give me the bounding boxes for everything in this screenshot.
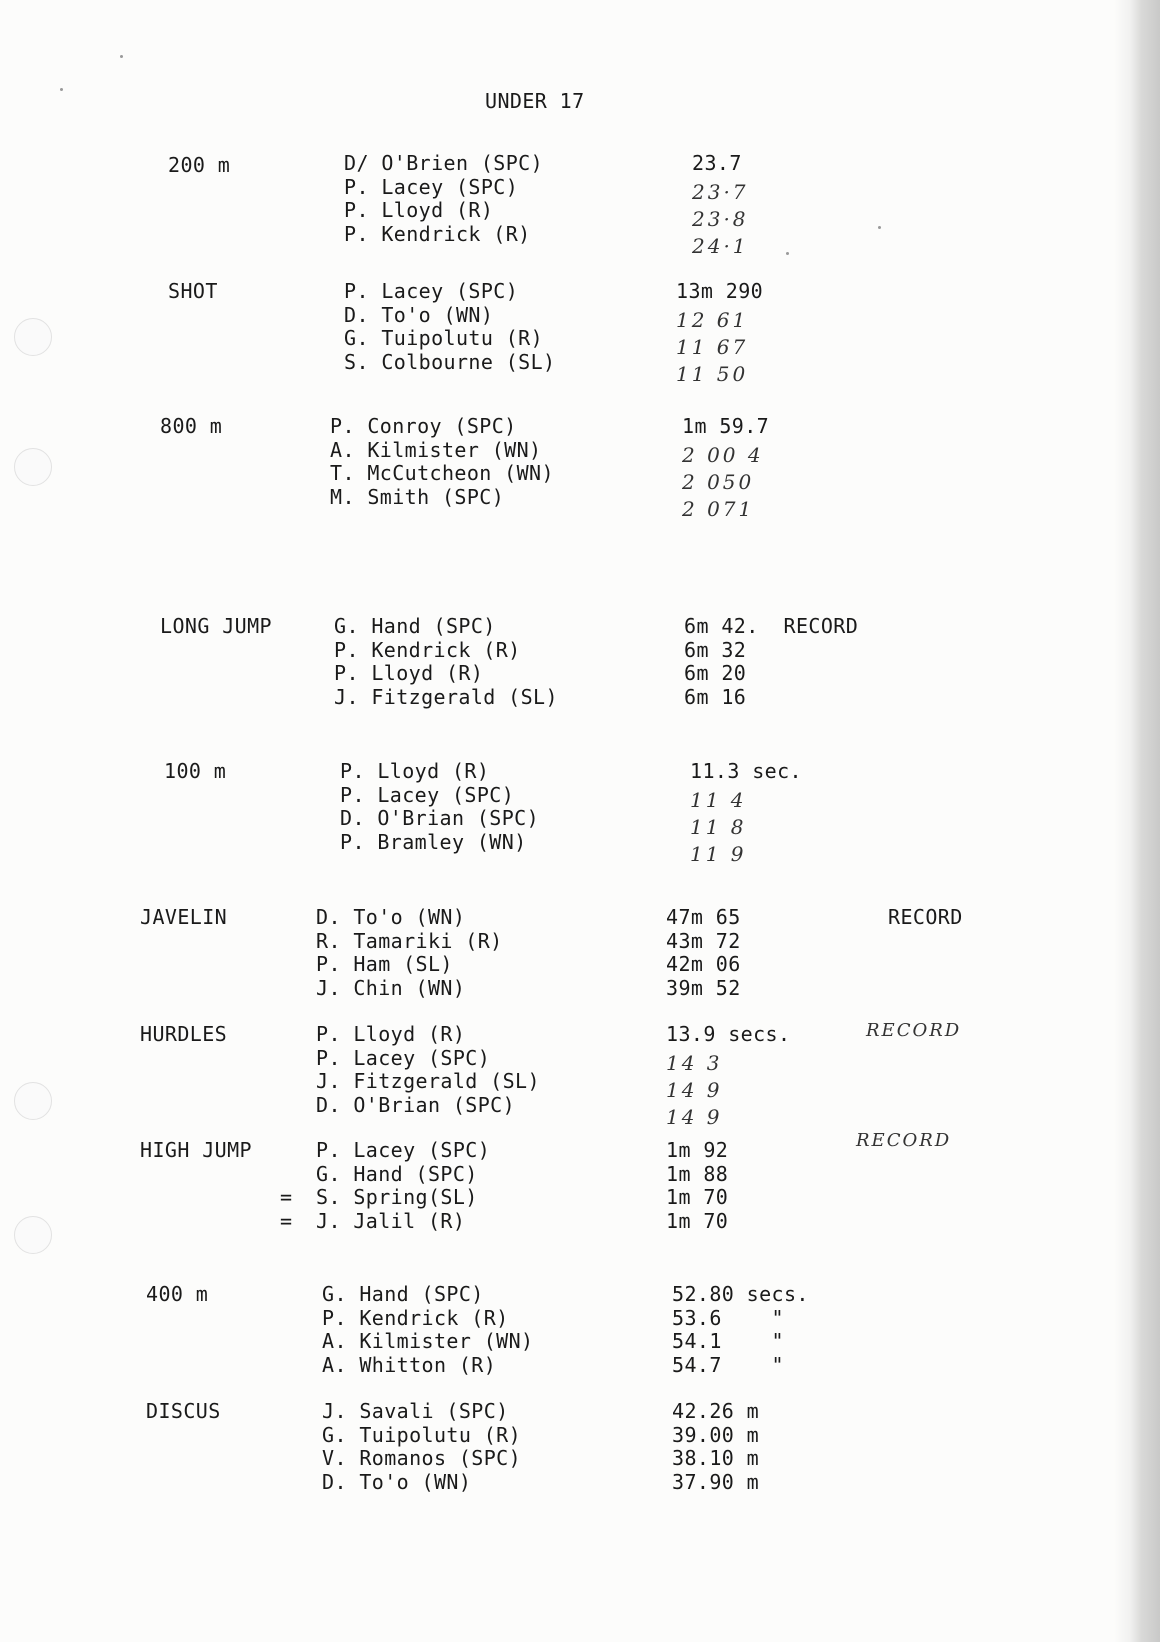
result-value: 47m 65 <box>666 905 741 929</box>
result-value: 6m 16 <box>684 684 747 709</box>
result-value: 6m 42. RECORD <box>684 614 859 638</box>
result-value: 13m 290 <box>676 279 764 303</box>
handwritten-result: 23·7 <box>692 180 749 204</box>
athlete-name: P. Lacey (SPC) <box>316 1138 491 1162</box>
result-value: 39.00 m <box>672 1422 760 1447</box>
result-value: 13.9 secs. <box>666 1022 791 1046</box>
athlete-name: P. Lloyd (R) <box>340 759 490 783</box>
handwritten-result: 11 4 <box>690 788 747 812</box>
athlete-name: J. Chin (WN) <box>316 975 466 1000</box>
record-note: RECORD <box>856 1130 952 1151</box>
handwritten-result: 11 50 <box>676 362 749 386</box>
athlete-name: D. To'o (WN) <box>316 905 466 929</box>
athlete-name: J. Fitzgerald (SL) <box>316 1069 540 1093</box>
athlete-name: D. To'o (WN) <box>322 1469 472 1494</box>
athlete-name: P. Lacey (SPC) <box>340 782 515 807</box>
handwritten-result: 14 3 <box>666 1051 723 1075</box>
page-title: UNDER 17 <box>485 89 585 113</box>
athlete-name: S. Spring(SL) <box>316 1185 478 1209</box>
result-value: 1m 88 <box>666 1161 729 1186</box>
handwritten-result: 11 67 <box>676 335 749 359</box>
athlete-name: R. Tamariki (R) <box>316 928 503 953</box>
event-name: JAVELIN <box>140 905 228 929</box>
handwritten-result: 11 9 <box>690 842 747 866</box>
result-value: 54.7 " <box>672 1352 784 1377</box>
athlete-name: G. Tuipolutu (R) <box>322 1422 522 1447</box>
athlete-name: G. Hand (SPC) <box>334 614 496 638</box>
tie-marker: = <box>280 1208 293 1233</box>
result-value: 1m 70 <box>666 1185 729 1209</box>
record-note: RECORD <box>866 1020 962 1041</box>
handwritten-result: 2 00 4 <box>682 443 764 467</box>
athlete-name: D. To'o (WN) <box>344 302 494 327</box>
event-name: DISCUS <box>146 1399 221 1423</box>
athlete-name: P. Kendrick (R) <box>334 637 521 662</box>
result-value: 42.26 m <box>672 1399 760 1423</box>
athlete-name: P. Conroy (SPC) <box>330 414 517 438</box>
result-value: 53.6 " <box>672 1305 784 1330</box>
result-value: 6m 32 <box>684 637 747 662</box>
handwritten-result: 2 050 <box>682 470 755 494</box>
athlete-name: D. O'Brian (SPC) <box>316 1092 516 1117</box>
event-name: SHOT <box>168 279 218 303</box>
athlete-name: P. Lacey (SPC) <box>344 174 519 199</box>
tie-marker: = <box>280 1185 293 1209</box>
athlete-name: P. Lacey (SPC) <box>316 1045 491 1070</box>
result-value: 11.3 sec. <box>690 759 802 783</box>
event-name: 100 m <box>164 759 227 783</box>
athlete-name: P. Lloyd (R) <box>334 661 484 685</box>
athlete-name: S. Colbourne (SL) <box>344 349 556 374</box>
event-name: HIGH JUMP <box>140 1138 252 1162</box>
athlete-name: G. Hand (SPC) <box>316 1161 478 1186</box>
scan-speck <box>120 55 123 58</box>
result-value: 37.90 m <box>672 1469 760 1494</box>
athlete-name: J. Fitzgerald (SL) <box>334 684 558 709</box>
result-value: 23.7 <box>692 151 742 175</box>
athlete-name: A. Kilmister (WN) <box>322 1329 534 1353</box>
punch-hole <box>14 1216 52 1254</box>
result-value: 6m 20 <box>684 661 747 685</box>
athlete-name: G. Hand (SPC) <box>322 1282 484 1306</box>
result-value: 1m 59.7 <box>682 414 770 438</box>
result-value: 43m 72 <box>666 928 741 953</box>
record-note: RECORD <box>888 905 963 929</box>
handwritten-result: 23·8 <box>692 207 749 231</box>
scan-speck <box>878 226 881 229</box>
result-value: 42m 06 <box>666 952 741 976</box>
athlete-name: G. Tuipolutu (R) <box>344 326 544 350</box>
result-value: 1m 70 <box>666 1208 729 1233</box>
handwritten-result: 14 9 <box>666 1078 723 1102</box>
handwritten-result: 14 9 <box>666 1105 723 1129</box>
page-edge-shadow <box>1114 0 1160 1642</box>
punch-hole <box>14 318 52 356</box>
result-value: 39m 52 <box>666 975 741 1000</box>
athlete-name: P. Lloyd (R) <box>344 198 494 222</box>
athlete-name: P. Bramley (WN) <box>340 829 527 854</box>
punch-hole <box>14 1082 52 1120</box>
scan-speck <box>60 88 63 91</box>
result-value: 52.80 secs. <box>672 1282 809 1306</box>
event-name: 800 m <box>160 414 223 438</box>
result-value: 54.1 " <box>672 1329 784 1353</box>
handwritten-result: 24·1 <box>692 234 749 258</box>
athlete-name: P. Kendrick (R) <box>322 1305 509 1330</box>
athlete-name: A. Kilmister (WN) <box>330 437 542 462</box>
event-name: 400 m <box>146 1282 209 1306</box>
event-name: 200 m <box>168 153 231 177</box>
athlete-name: P. Ham (SL) <box>316 952 453 976</box>
athlete-name: D/ O'Brien (SPC) <box>344 151 544 175</box>
handwritten-result: 2 071 <box>682 497 755 521</box>
result-value: 38.10 m <box>672 1446 760 1470</box>
athlete-name: M. Smith (SPC) <box>330 484 505 509</box>
athlete-name: P. Kendrick (R) <box>344 221 531 246</box>
event-name: HURDLES <box>140 1022 228 1046</box>
athlete-name: J. Savali (SPC) <box>322 1399 509 1423</box>
handwritten-result: 11 8 <box>690 815 747 839</box>
handwritten-result: 12 61 <box>676 308 749 332</box>
athlete-name: P. Lloyd (R) <box>316 1022 466 1046</box>
scan-speck <box>786 252 789 255</box>
punch-hole <box>14 448 52 486</box>
athlete-name: P. Lacey (SPC) <box>344 279 519 303</box>
event-name: LONG JUMP <box>160 614 272 638</box>
athlete-name: J. Jalil (R) <box>316 1208 466 1233</box>
athlete-name: D. O'Brian (SPC) <box>340 806 540 830</box>
athlete-name: A. Whitton (R) <box>322 1352 497 1377</box>
athlete-name: V. Romanos (SPC) <box>322 1446 522 1470</box>
athlete-name: T. McCutcheon (WN) <box>330 461 554 485</box>
result-value: 1m 92 <box>666 1138 729 1162</box>
